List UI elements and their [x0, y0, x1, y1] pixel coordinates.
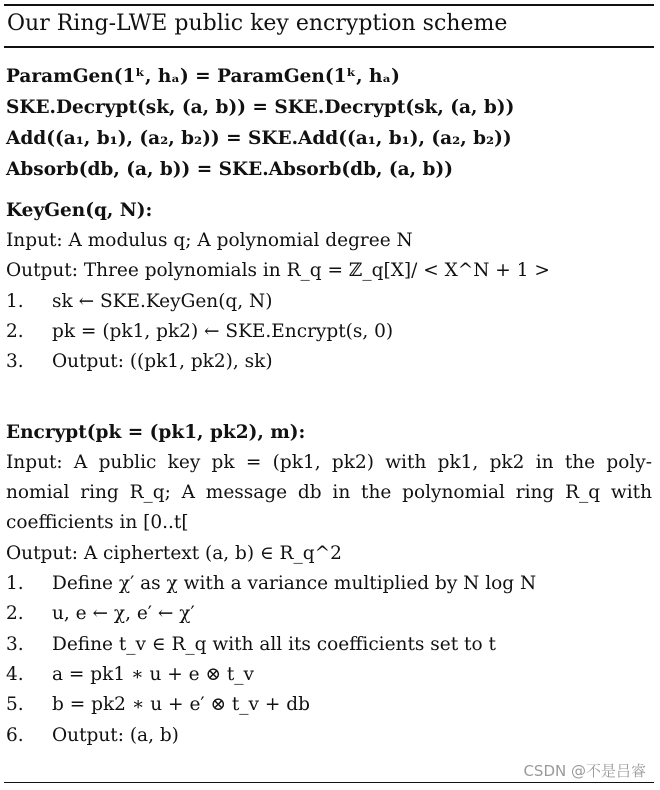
step-text: Define t_v ∈ R_q with all its coefficients set to t [52, 634, 496, 655]
encrypt-input-line: Input: A public key pk = (pk1, pk2) with pk1, pk2 in the poly- [6, 452, 652, 473]
encrypt-header: Encrypt(pk = (pk1, pk2), m): [6, 422, 306, 443]
encrypt-step [6, 571, 536, 597]
step-number: 2. [6, 603, 24, 624]
encrypt-output: Output: A ciphertext (a, b) ∈ R_q^2 [6, 543, 342, 564]
encrypt-input-line: nomial ring R_q; A message db in the polynomial ring R_q with [6, 482, 652, 503]
keygen-step [6, 349, 273, 375]
def-decrypt: SKE.Decrypt(sk, (a, b)) = SKE.Decrypt(sk, (a, b)) [6, 97, 515, 118]
step-text: Output: (a, b) [52, 725, 179, 746]
keygen-header: KeyGen(q, N): [6, 200, 153, 221]
keygen-input: Input: A modulus q; A polynomial degree N [6, 230, 413, 251]
watermark: CSDN @不是吕睿 [523, 762, 646, 780]
step-number: 3. [6, 351, 24, 372]
step-number: 6. [6, 725, 24, 746]
keygen-step [6, 319, 393, 345]
step-text: Output: ((pk1, pk2), sk) [52, 351, 273, 372]
def-add: Add((a₁, b₁), (a₂, b₂)) = SKE.Add((a₁, b₁), (a₂, b₂)) [6, 128, 512, 149]
keygen-step [6, 289, 272, 315]
step-number: 1. [6, 291, 24, 312]
bottom-rule [4, 782, 654, 783]
step-text: sk ← SKE.KeyGen(q, N) [52, 291, 273, 312]
step-text: Define χ′ as χ with a variance multiplied by N log N [52, 573, 537, 594]
def-absorb: Absorb(db, (a, b)) = SKE.Absorb(db, (a, b)) [6, 159, 453, 180]
step-number: 3. [6, 634, 24, 655]
step-text: b = pk2 ∗ u + e′ ⊗ t_v + db [52, 694, 310, 715]
step-text: a = pk1 ∗ u + e ⊗ t_v [52, 664, 254, 685]
step-text: u, e ← χ, e′ ← χ′ [52, 603, 195, 624]
step-number: 5. [6, 694, 24, 715]
encrypt-step [6, 601, 195, 627]
encrypt-step [6, 662, 254, 688]
step-number: 4. [6, 664, 24, 685]
encrypt-step [6, 723, 179, 749]
step-number: 2. [6, 321, 24, 342]
encrypt-input-line: coefficients in [0..t[ [6, 512, 189, 533]
step-text: pk = (pk1, pk2) ← SKE.Encrypt(s, 0) [52, 321, 394, 342]
def-paramgen: ParamGen(1ᵏ, hₐ) = ParamGen(1ᵏ, hₐ) [6, 66, 400, 87]
top-rule [4, 4, 654, 6]
step-number: 1. [6, 573, 24, 594]
keygen-output: Output: Three polynomials in R_q = ℤ_q[X]/ < X^N + 1 > [6, 260, 550, 281]
algorithm-title: Our Ring-LWE public key encryption scheme [7, 11, 508, 36]
title-rule [4, 46, 654, 48]
encrypt-step [6, 632, 496, 658]
encrypt-step [6, 692, 310, 718]
